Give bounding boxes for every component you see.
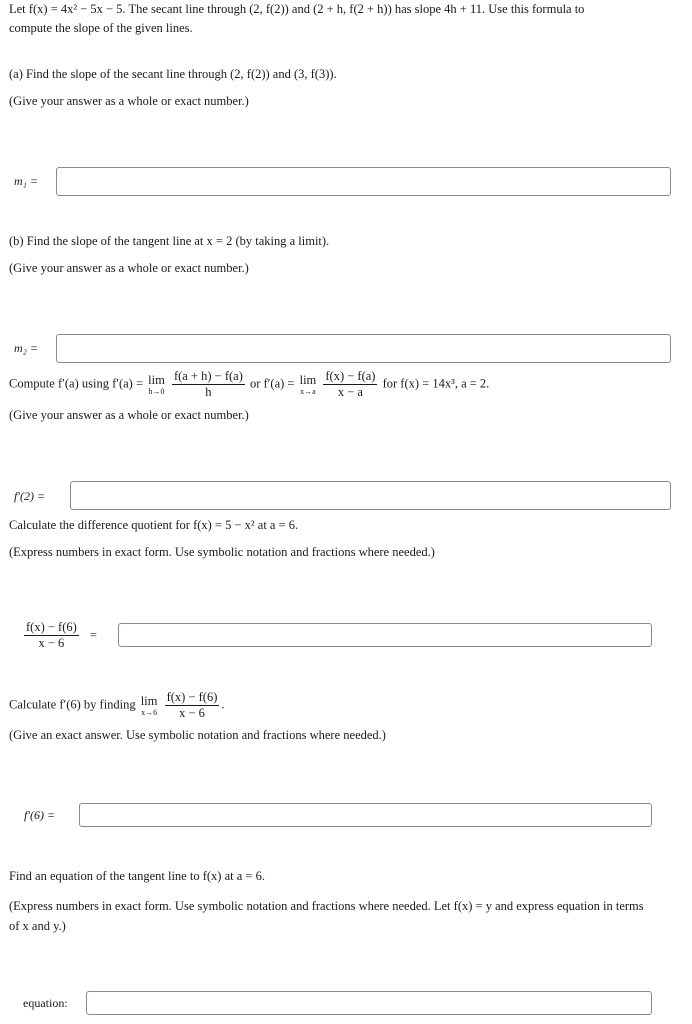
tangent-hint-line-2: of x and y.)	[9, 919, 66, 933]
m1-label: m₁ =	[14, 174, 38, 188]
fraction-a-numerator: f(x) − f(a)	[325, 369, 376, 383]
m2-input[interactable]	[56, 334, 671, 363]
part-b-question: (b) Find the slope of the tangent line at x = 2 (by taking a limit).	[9, 234, 330, 248]
limit-x6-sub: x→6	[141, 707, 158, 717]
tangent-hint-line-1: (Express numbers in exact form. Use symbolic notation and fractions where needed. Let f(x) = y and express equation in terms	[9, 899, 644, 913]
limit-h-word: lim	[148, 372, 165, 387]
fraction-a-denominator: x − a	[337, 385, 363, 399]
diff-quotient-denominator: x − 6	[38, 636, 65, 650]
limit-f6-hint: (Give an exact answer. Use symbolic notation and fractions where needed.)	[9, 728, 386, 742]
part-a-hint: (Give your answer as a whole or exact number.)	[9, 94, 249, 108]
limit-f6-prompt	[9, 690, 224, 721]
intro-line-1: Let f(x) = 4x² − 5x − 5. The secant line through (2, f(2)) and (2 + h, f(2 + h)) has slope 4h + 11. Use this formula to	[9, 2, 585, 16]
equation-label: equation:	[23, 996, 68, 1010]
difference-fraction-h	[172, 369, 245, 400]
diff-quotient-numerator: f(x) − f(6)	[26, 620, 77, 634]
diff-quotient-question: Calculate the difference quotient for f(x) = 5 − x² at a = 6.	[9, 518, 299, 532]
f-prime-2-label: f′(2) =	[14, 489, 46, 503]
intro-line-2: compute the slope of the given lines.	[9, 21, 193, 35]
m2-label: m₂ =	[14, 341, 38, 355]
diff-quotient-input[interactable]	[118, 623, 652, 647]
limit-f6-denominator: x − 6	[179, 706, 205, 720]
limit-f6-fraction	[165, 690, 220, 721]
limit-a-sub: x→a	[300, 386, 316, 396]
fraction-h-denominator: h	[205, 385, 212, 399]
part-a-question: (a) Find the slope of the secant line through (2, f(2)) and (3, f(3)).	[9, 67, 337, 81]
limit-h-sub: h→0	[148, 386, 165, 396]
limit-a-word: lim	[299, 372, 317, 387]
limit-x6-word: lim	[140, 693, 158, 708]
f-prime-2-input[interactable]	[70, 481, 671, 510]
limit-f6-suffix: .	[221, 697, 225, 712]
tangent-hint	[9, 896, 684, 936]
derivative-suffix: for f(x) = 14x³, a = 2.	[382, 376, 490, 391]
derivative-hint: (Give your answer as a whole or exact number.)	[9, 408, 249, 422]
part-b-hint: (Give your answer as a whole or exact number.)	[9, 261, 249, 275]
tangent-question: Find an equation of the tangent line to f(x) at a = 6.	[9, 869, 265, 883]
intro-text	[9, 0, 684, 38]
m1-input[interactable]	[56, 167, 671, 196]
limit-h	[148, 374, 165, 396]
f-prime-6-label: f′(6) =	[24, 808, 56, 822]
fraction-h-numerator: f(a + h) − f(a)	[173, 369, 243, 383]
or-text: or f′(a) =	[249, 376, 295, 391]
equation-input[interactable]	[86, 991, 652, 1015]
derivative-prompt	[9, 369, 489, 400]
diff-quotient-expression	[22, 620, 97, 651]
limit-x6	[141, 695, 158, 717]
diff-quotient-fraction	[24, 620, 79, 651]
derivative-prefix: Compute f′(a) using f′(a) =	[9, 376, 144, 391]
diff-quotient-hint: (Express numbers in exact form. Use symbolic notation and fractions where needed.)	[9, 545, 435, 559]
limit-f6-prefix: Calculate f′(6) by finding	[9, 697, 136, 712]
difference-fraction-a	[323, 369, 377, 400]
limit-a	[300, 374, 317, 396]
diff-quotient-equals: =	[89, 628, 97, 642]
f-prime-6-input[interactable]	[79, 803, 652, 827]
limit-f6-numerator: f(x) − f(6)	[166, 690, 218, 704]
